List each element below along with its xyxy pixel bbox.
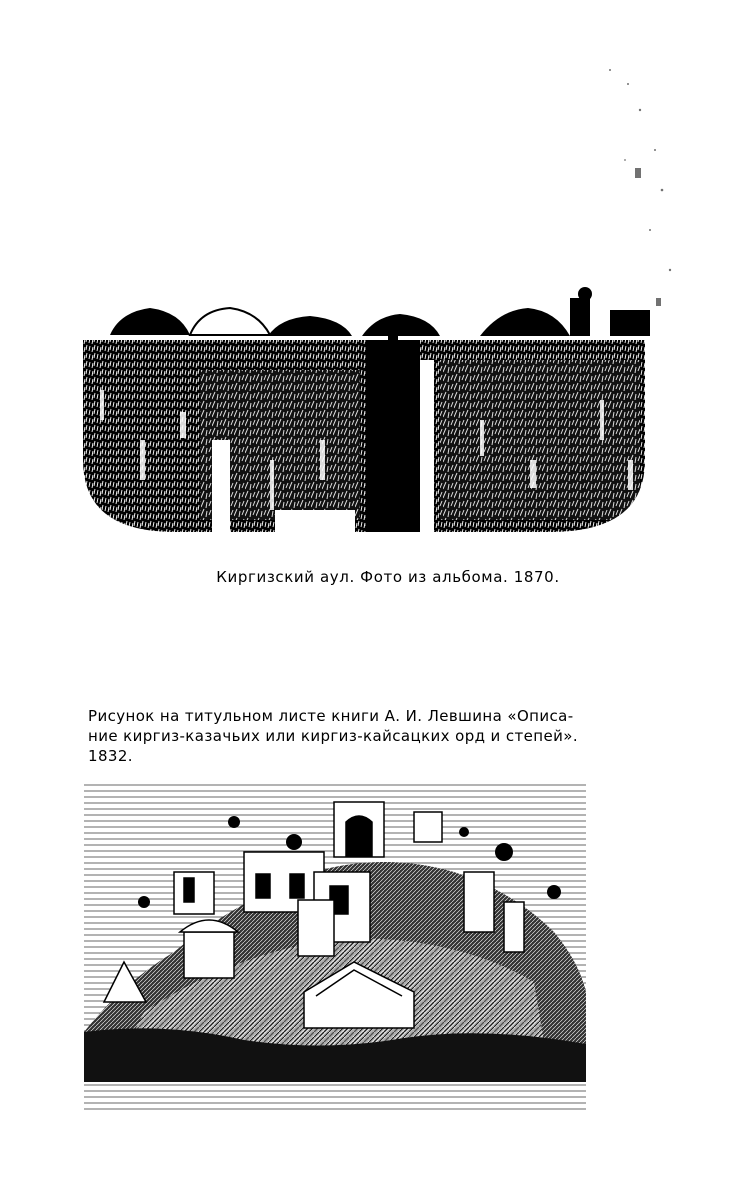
engraving-caption	[88, 706, 608, 766]
engraving-caption-line: ние киргиз-казачьих или киргиз-кайсацких орд и степей».	[88, 727, 579, 745]
aul-photograph	[80, 40, 680, 540]
title-page-engraving	[84, 782, 586, 1110]
photo-caption: Киргизский аул. Фото из альбома. 1870.	[216, 568, 560, 586]
engraving-caption-line: Рисунок на титульном листе книги А. И. Левшина «Описа-	[88, 707, 574, 725]
engraving-caption-line: 1832.	[88, 747, 133, 765]
